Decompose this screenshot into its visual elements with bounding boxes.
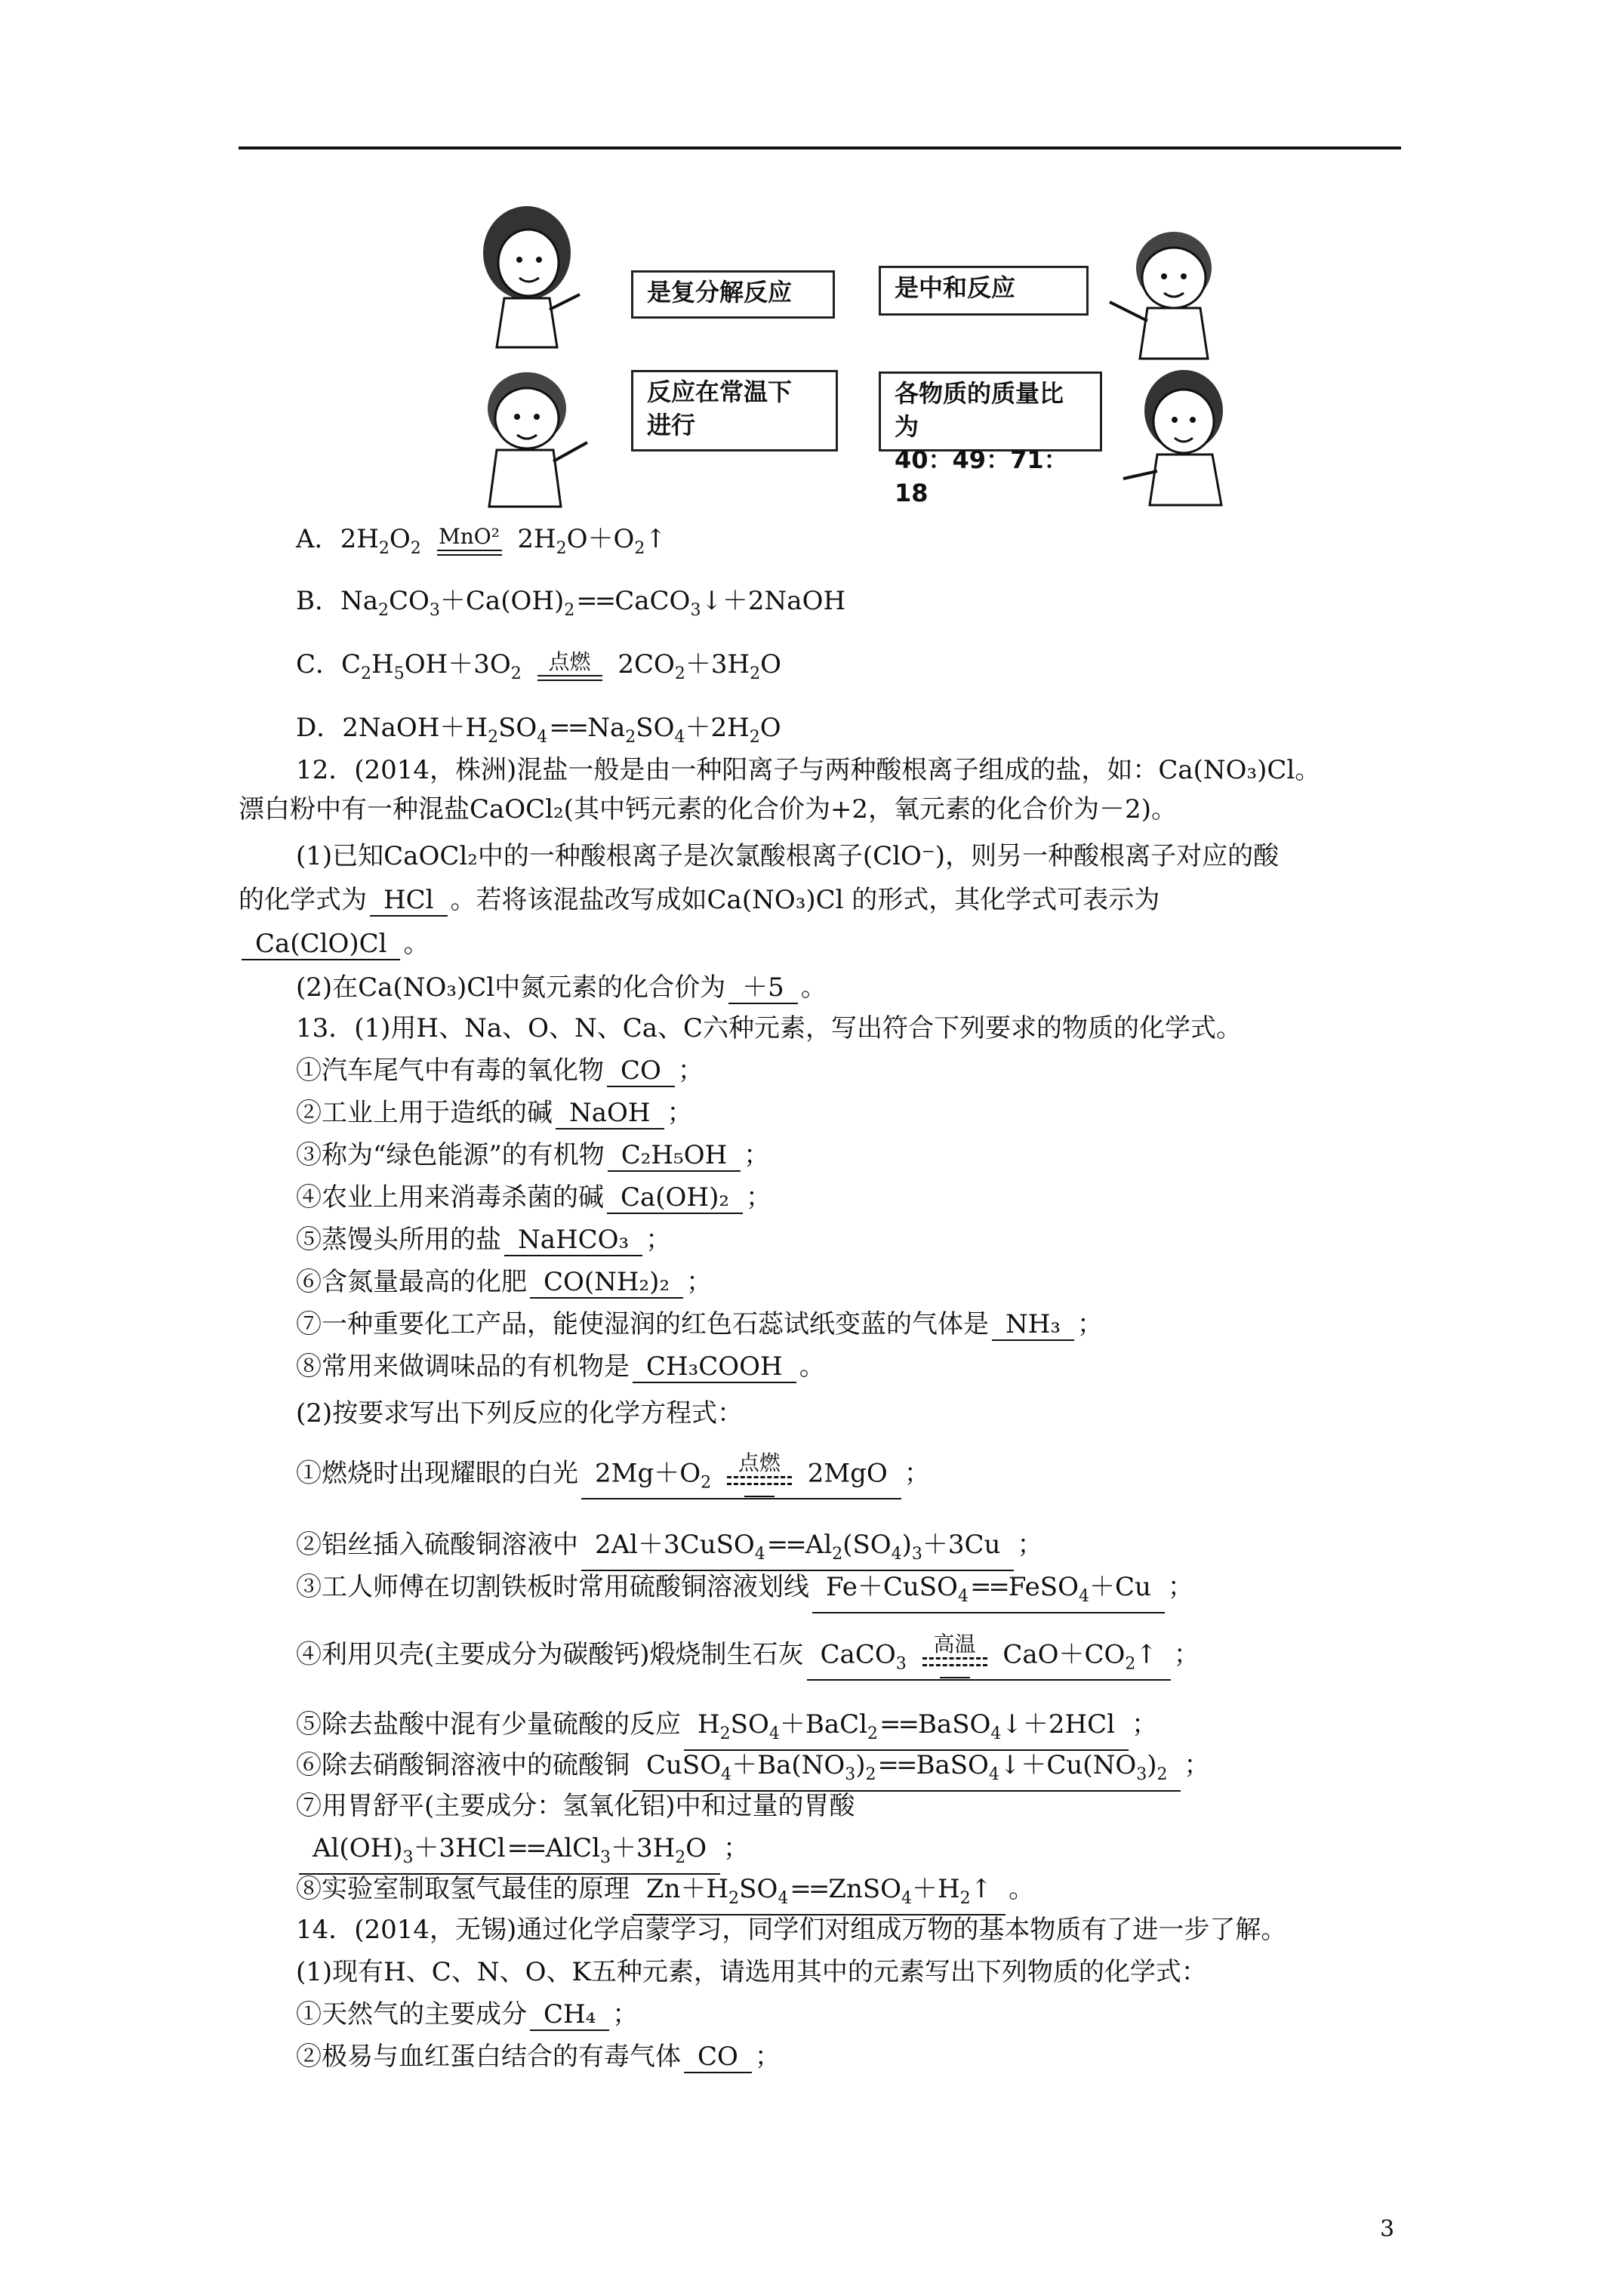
girl-bottom-right-illustration [1116,365,1236,509]
answer-blank: NaOH [556,1098,664,1130]
speech-bubble-mass-ratio [879,371,1102,507]
answer-blank: C₂H₅OH [608,1140,741,1172]
q12-line6: (2)在Ca(NO₃)Cl中氮元素的化合价为 ＋5 。 [296,972,827,1003]
answer-blank: Fe＋CuSO$_4$==FeSO$_4$＋Cu [812,1572,1165,1613]
question-item: ①汽车尾气中有毒的氧化物 CO ； [296,1056,704,1086]
q12-line3: (1)已知CaOCl₂中的一种酸根离子是次氯酸根离子(ClO⁻)，则另一种酸根离子对应的酸 [296,841,1280,871]
q13-eq8: ⑧实验室制取氢气最佳的原理 $Zn+H_2SO_4==ZnSO_4+H_2↑$ 。 [296,1872,1034,1915]
speech-bubble-neutralization [879,266,1089,316]
bubble-text-line2: 进行 [647,411,696,439]
answer-blank: $H_2SO_4+BaCl_2==BaSO_4↓+2HCl$ [684,1709,1129,1751]
q12-line4: 的化学式为 HCl 。若将该混盐改写成如Ca(NO₃)Cl 的形式，其化学式可表示为 [239,885,1160,915]
question-item: ④农业上用来消毒杀菌的碱 Ca(OH)₂ ； [296,1182,771,1213]
answer-blank: $2Mg+O_2$ 点燃 2MgO [581,1453,901,1499]
answer-blank: CaCO$_3$ 高温 $CaO+CO_2↑$ [807,1634,1171,1681]
answer-blank: CO [684,2042,752,2073]
bubble-text-line1: 反应在常温下 [647,378,793,406]
question-item: ⑦一种重要化工产品，能使湿润的红色石蕊试纸变蓝的气体是 NH₃ ； [296,1309,1104,1339]
question-item: ②极易与血红蛋白结合的有毒气体 CO ； [296,2042,781,2072]
speech-bubble-double-decomposition [631,270,835,319]
speech-bubble-room-temperature [631,370,838,451]
q14-part1: (1)现有H、C、N、O、K五种元素，请选用其中的元素写出下列物质的化学式： [296,1957,1207,1987]
q13-eq1: ①燃烧时出现耀眼的白光 $2Mg+O_2$ 点燃 2MgO ； [296,1453,930,1499]
answer-blank: $Zn+H_2SO_4==ZnSO_4+H_2↑$ [633,1874,1006,1915]
answer-blank: CO(NH₂)₂ [530,1267,683,1299]
option-c: C．$C_2H_5OH+3O_2$ 点燃 $2CO_2+3H_2O$ [296,649,782,683]
question-item: ③称为“绿色能源”的有机物 C₂H₅OH ； [296,1140,770,1170]
q13-eq3: ③工人师傅在切割铁板时常用硫酸铜溶液划线 Fe＋CuSO$_4$==FeSO$_4$＋Cu ； [296,1570,1193,1613]
q12-line5: Ca(ClO)Cl 。 [239,927,429,960]
q12-line1: 12．(2014，株洲)混盐一般是由一种阳离子与两种酸根离子组成的盐，如：Ca(NO₃)Cl。 [296,755,1321,785]
q13-eq5: ⑤除去盐酸中混有少量硫酸的反应 $H_2SO_4+BaCl_2==BaSO_4↓+2HCl$ ； [296,1708,1157,1751]
q12-line2: 漂白粉中有一种混盐CaOCl₂(其中钙元素的化合价为+2，氧元素的化合价为－2)。 [239,794,1177,824]
answer-blank: $Al(OH)_3+3HCl==AlCl_3+3H_2O$ [299,1833,720,1875]
bubble-text-line2: 40：49：71：18 [895,445,1068,507]
q13-intro: 13．(1)用H、Na、O、N、Ca、C六种元素，写出符合下列要求的物质的化学式。 [296,1013,1243,1043]
q14-intro: 14．(2014，无锡)通过化学启蒙学习，同学们对组成万物的基本物质有了进一步了解。 [296,1915,1287,1945]
q13-part2: (2)按要求写出下列反应的化学方程式： [296,1398,744,1428]
girl-top-left-illustration [474,204,587,355]
header-rule [239,146,1401,149]
question-item: ②工业上用于造纸的碱 NaOH ； [296,1098,693,1128]
option-a: A．$2H_2O_2$ MnO² $2H_2O+O_2↑$ [296,523,667,558]
condition-arrow: 点燃 [727,1453,792,1497]
q13-eq2: ②铝丝插入硫酸铜溶液中 $2Al+3CuSO_4==Al_2(SO_4)_3+3Cu$ ； [296,1528,1042,1571]
answer-blank: Ca(ClO)Cl [242,929,400,960]
option-d: D．$2NaOH+H_2SO_4==Na_2SO_4+2H_2O$ [296,713,781,747]
option-b: B．$Na_2CO_3+Ca(OH)_2==CaCO_3↓+2NaOH$ [296,586,846,620]
answer-blank: HCl [370,885,448,917]
page-number: 3 [1380,2216,1395,2242]
bubble-text-line1: 各物质的质量比为 [895,379,1064,441]
answer-blank: CH₄ [530,1999,609,2031]
question-item: ①天然气的主要成分 CH₄ ； [296,1999,639,2029]
q13-eq4: ④利用贝壳(主要成分为碳酸钙)煅烧制生石灰 CaCO$_3$ 高温 $CaO+CO_2↑$ ； [296,1634,1200,1681]
answer-blank: $CuSO_4+Ba(NO_3)_2==BaSO_4↓+Cu(NO_3)_2$ [633,1750,1181,1792]
answer-blank: NH₃ [992,1309,1074,1341]
question-item: ⑤蒸馒头所用的盐 NaHCO₃ ； [296,1225,672,1255]
answer-blank: $2Al+3CuSO_4==Al_2(SO_4)_3+3Cu$ [581,1530,1014,1571]
boy-bottom-left-illustration [474,367,595,510]
answer-blank: ＋5 [728,972,798,1004]
boy-top-right-illustration [1102,227,1230,362]
condition-arrow: 点燃 [537,652,602,681]
question-item: ⑥含氮量最高的化肥 CO(NH₂)₂ ； [296,1267,713,1297]
condition-arrow: MnO² [437,526,502,556]
q13-eq7-answer: $Al(OH)_3+3HCl==AlCl_3+3H_2O$ ； [296,1832,749,1875]
answer-blank: NaHCO₃ [504,1225,642,1256]
q13-eq7: ⑦用胃舒平(主要成分：氢氧化铝)中和过量的胃酸 [296,1791,855,1821]
bubble-text: 是复分解反应 [647,278,793,307]
q13-eq6: ⑥除去硝酸铜溶液中的硫酸铜 $CuSO_4+Ba(NO_3)_2==BaSO_4↓+Cu(NO_3)_2$ ； [296,1749,1209,1792]
question-item: ⑧常用来做调味品的有机物是 CH₃COOH 。 [296,1351,825,1382]
bubble-text: 是中和反应 [895,273,1016,302]
answer-blank: CH₃COOH [633,1351,796,1383]
answer-blank: Ca(OH)₂ [607,1182,743,1214]
answer-blank: CO [607,1056,675,1087]
condition-arrow: 高温 [922,1634,987,1678]
